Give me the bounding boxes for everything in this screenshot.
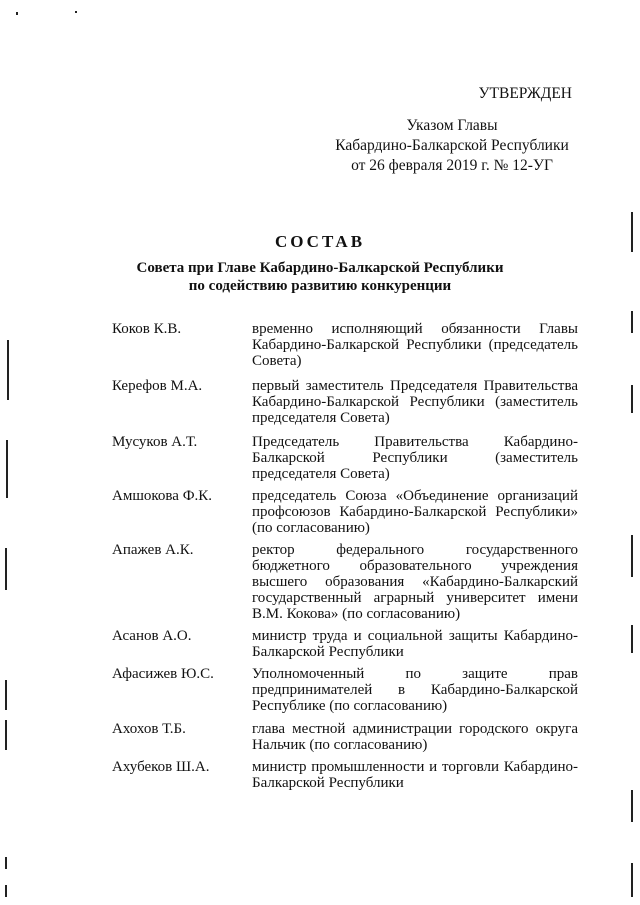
document-subtitle (80, 259, 560, 295)
scan-mark (5, 548, 7, 590)
member-row (112, 542, 578, 628)
member-role: первый заместитель Председателя Правительства Кабардино-Балкарской Республики (заместитель председателя Совета) (252, 378, 578, 426)
members-list (112, 321, 578, 795)
member-row (112, 488, 578, 542)
scan-mark (5, 720, 7, 750)
member-name: Мусуков А.Т. (112, 434, 198, 450)
member-role: председатель Союза «Объединение организаций профсоюзов Кабардино-Балкарской Республики» (по согласованию) (252, 488, 578, 536)
scan-mark (631, 790, 633, 822)
member-row (112, 759, 578, 795)
member-role: Уполномоченный по защите прав предпринимателей в Кабардино-Балкарской Республике (по согласованию) (252, 666, 578, 714)
member-name: Амшокова Ф.К. (112, 488, 213, 504)
member-row (112, 721, 578, 759)
member-name: Афасижев Ю.С. (112, 666, 214, 682)
member-role: Председатель Правительства Кабардино-Балкарской Республики (заместитель председателя Совета) (252, 434, 578, 482)
scan-mark (631, 863, 633, 897)
scan-mark (75, 11, 77, 13)
member-role: министр труда и социальной защиты Кабардино-Балкарской Республики (252, 628, 578, 660)
scan-mark (631, 535, 633, 577)
subtitle-line: по содействию развитию конкуренции (188, 278, 452, 294)
approval-line: Указом Главы (406, 117, 498, 134)
member-name: Коков К.В. (112, 321, 182, 337)
member-role: глава местной администрации городского округа Нальчик (по согласованию) (252, 721, 578, 753)
member-row (112, 434, 578, 488)
member-role: временно исполняющий обязанности Главы Кабардино-Балкарской Республики (председатель Совета) (252, 321, 578, 369)
scan-mark (631, 311, 633, 333)
member-name: Апажев А.К. (112, 542, 194, 558)
subtitle-line: Совета при Главе Кабардино-Балкарской Республики (136, 260, 504, 276)
scan-mark (5, 857, 7, 869)
member-name: Асанов А.О. (112, 628, 192, 644)
scan-mark (631, 625, 633, 653)
scan-mark (5, 680, 7, 710)
member-name: Керефов М.А. (112, 378, 203, 394)
approval-block (322, 84, 582, 176)
member-row (112, 321, 578, 378)
scan-mark (6, 440, 8, 498)
scan-mark (7, 340, 9, 400)
approval-line: от 26 февраля 2019 г. № 12-УГ (351, 157, 553, 174)
member-row (112, 666, 578, 721)
scan-mark (16, 12, 18, 15)
member-role: ректор федерального государственного бюджетного образовательного учреждения высшего образования «Кабардино-Балкарский государственный аграрный университет имени В.М. Кокова» (по согласованию) (252, 542, 578, 622)
scan-mark (631, 212, 633, 252)
member-name: Ахубеков Ш.А. (112, 759, 210, 775)
member-role: министр промышленности и торговли Кабардино-Балкарской Республики (252, 759, 578, 791)
member-row (112, 628, 578, 666)
document-title: СОСТАВ (274, 232, 366, 251)
approval-heading: УТВЕРЖДЕН (478, 85, 572, 102)
member-name: Ахохов Т.Б. (112, 721, 186, 737)
member-row (112, 378, 578, 434)
scan-mark (631, 385, 633, 413)
scan-mark (5, 885, 7, 897)
approval-line: Кабардино-Балкарской Республики (335, 137, 569, 154)
